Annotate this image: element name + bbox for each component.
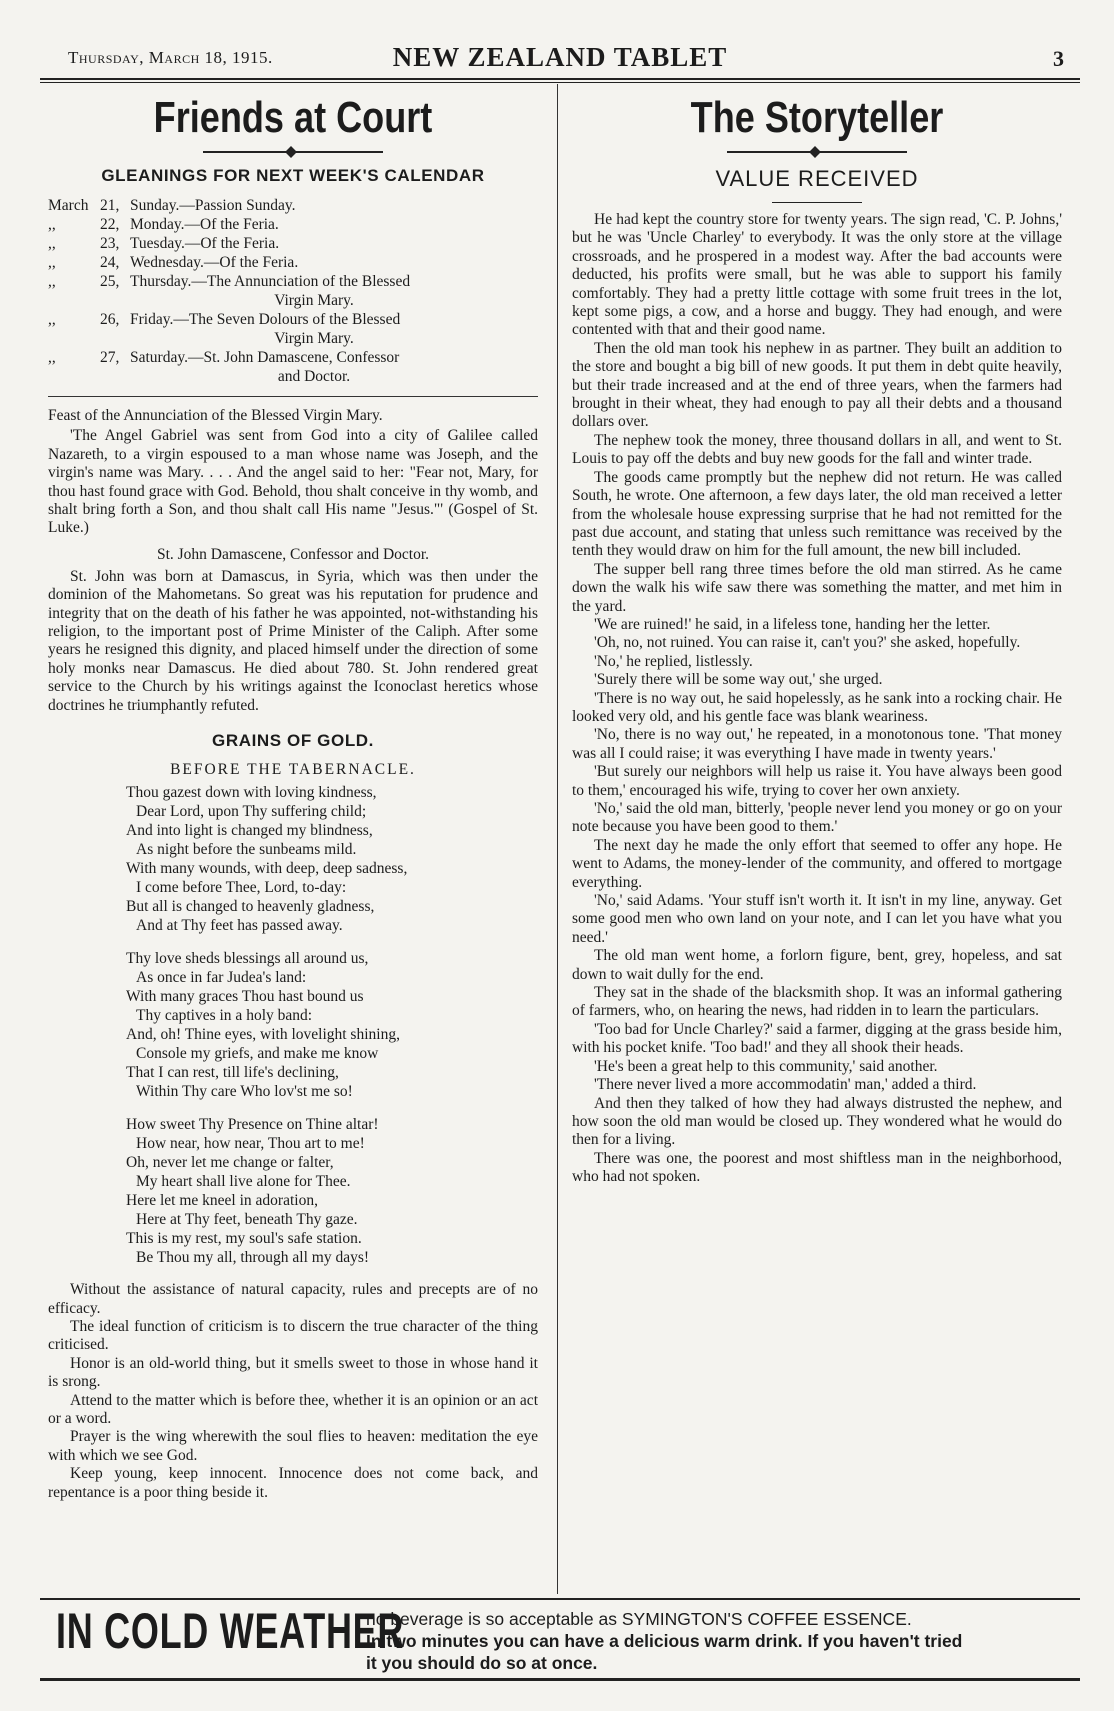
story-paragraph: 'Surely there will be some way out,' she urged.: [594, 671, 883, 689]
story-paragraph: He had kept the country store for twenty years. The sign read, 'C. P. Johns,' but he was 'Uncle Charley' to everybody. It was the only store at the village crossroads, and he prospered in a modest way. After the bad accounts were deducted, his profits were small, but he was able to support his family comfortably. They had a pretty little cottage with some fruit trees in the lot, kept some pigs, a cow, and a horse and buggy. They had enough, and were contented with that and their good name.: [572, 211, 1062, 339]
right-column: [572, 92, 1062, 1187]
story-paragraph: There was one, the poorest and most shiftless man in the neighborhood, who had not spoken.: [572, 1149, 1062, 1186]
calendar-heading: GLEANINGS FOR NEXT WEEK'S CALENDAR: [101, 166, 485, 185]
calendar-entry: ,, 24, Wednesday.—Of the Feria.: [48, 254, 299, 271]
story-paragraph: 'But surely our neighbors will help us raise it. You have always been good to them,' encouraged his wife, trying to cover her own anxiety.: [572, 763, 1062, 799]
story-title: VALUE RECEIVED: [715, 166, 919, 191]
calendar-entry: ,, 27, Saturday.—St. John Damascene, Confessor and Doctor.: [48, 349, 400, 385]
section-title-friends-at-court: Friends at Court: [153, 93, 433, 142]
story-paragraph: 'No,' said Adams. 'Your stuff isn't worth it. It isn't in my line, anyway. Get some good men who own land on your note, and I can let you have what you need.': [572, 892, 1062, 946]
story-paragraph: They sat in the shade of the blacksmith shop. It was an informal gathering of farmers, who, on hearing the news, had ridden in to learn the particulars.: [572, 984, 1062, 1020]
calendar-entry: ,, 25, Thursday.—The Annunciation of the Blessed Virgin Mary.: [48, 273, 411, 309]
ad-line: no beverage is so acceptable as SYMINGTON'S COFFEE ESSENCE.: [366, 1609, 912, 1629]
ad-bottom-rule: [40, 1678, 1080, 1681]
advertisement: [40, 1598, 1080, 1690]
maxim: Attend to the matter which is before thee, whether it is an opinion or an act or a word.: [48, 1391, 538, 1427]
issue-date: Thursday, March 18, 1915.: [68, 48, 273, 67]
title-ornament: [727, 146, 907, 158]
story-paragraph: 'Oh, no, not ruined. You can raise it, can't you?' she asked, hopefully.: [594, 634, 1021, 652]
story-paragraph: The supper bell rang three times before the old man stirred. As he came down the walk his wife saw there was something the matter, and met him in the yard.: [572, 560, 1062, 615]
damascene-text: St. John was born at Damascus, in Syria, which was then under the dominion of the Mahometans. So great was his reputation for prudence and integrity that on the death of his father he was appointed, not-withstanding his religion, to the important post of Prime Minister of the Caliph. After some years he resigned this dignity, and placed himself under the direction of some holy monks near Damascus. He died about 780. St. John rendered great service to the Church by his writings against the Iconoclast heretics whose doctrines he triumphantly refuted.: [48, 567, 538, 714]
ad-line: In two minutes you can have a delicious warm drink. If you haven't tried: [366, 1631, 963, 1651]
story-paragraph: Then the old man took his nephew in as partner. They built an addition to the store and bought a big bill of new goods. It put them in debt quite heavily, but their trade increased and at the end of three years, when the farmers had brought in their wheat, they had enough to pay all their debts and a thousand dollars over.: [572, 339, 1062, 431]
story-paragraph: 'No, there is no way out,' he repeated, in a monotonous tone. 'That money was all I could raise; it was everything I have made in twenty years.': [572, 726, 1062, 762]
poem-stanza: How sweet Thy Presence on Thine altar! How near, how near, Thou art to me! Oh, never let me change or falter, My heart shall live alone for Thee. Here let me kneel in adoration, Here at Thy feet, beneath Thy gaze. This is my rest, my soul's safe station. Be Thou my all, through all my days!: [126, 1116, 379, 1267]
feast-heading: Feast of the Annunciation of the Blessed Virgin Mary.: [48, 407, 383, 424]
story-paragraph: The goods came promptly but the nephew did not return. He was called South, he wrote. One afternoon, a few days later, the old man received a letter from the wholesale house expressing surprise that he had not remitted for the past due account, and stating that unless such remittance was received by the tenth they would draw on him for the full amount, the new bill included.: [572, 468, 1062, 560]
story-paragraph: And then they talked of how they had always distrusted the nephew, and how soon the old man would be closed up. They wondered what he would do then for a living.: [572, 1094, 1062, 1149]
story-paragraph: 'There is no way out, he said hopelessly, as he sank into a rocking chair. He looked very old, and his gentle face was blank weariness.: [572, 689, 1062, 725]
column-divider: [557, 84, 558, 1594]
ad-line: it you should do so at once.: [366, 1653, 598, 1673]
calendar-entry: ,, 26, Friday.—The Seven Dolours of the Blessed Virgin Mary.: [48, 311, 401, 347]
page-header: [40, 34, 1080, 74]
ad-top-rule: [40, 1598, 1080, 1600]
header-rule: [40, 78, 1080, 80]
calendar-entry: ,, 23, Tuesday.—Of the Feria.: [48, 235, 280, 252]
calendar-entry: ,, 22, Monday.—Of the Feria.: [48, 216, 279, 233]
grains-heading: GRAINS OF GOLD.: [212, 731, 374, 751]
story-paragraph: 'There never lived a more accommodatin' man,' added a third.: [594, 1076, 977, 1094]
feast-text: 'The Angel Gabriel was sent from God into a city of Galilee called Nazareth, to a virgin espoused to a man whose name was Joseph, and the virgin's name was Mary. . . . And the angel said to her: "Fear not, Mary, for thou hast found grace with God. Behold, thou shalt conceive in thy womb, and shalt bring forth a Son, and thou shalt call His name "Jesus."' (Gospel of St. Luke.): [48, 427, 538, 537]
section-rule: [48, 396, 538, 397]
story-paragraph: The old man went home, a forlorn figure, bent, grey, hopeless, and sat down to wait dully for the end.: [572, 947, 1062, 983]
title-ornament: [203, 146, 383, 158]
poem-stanza: Thy love sheds blessings all around us, As once in far Judea's land: With many graces Thou hast bound us Thy captives in a holy band: And, oh! Thine eyes, with lovelight shining, Console my griefs, and make me know That I can rest, till life's declining, Within Thy care Who lov'st me so!: [126, 950, 400, 1101]
maxim: Without the assistance of natural capacity, rules and precepts are of no efficacy.: [48, 1281, 538, 1317]
poem-stanza: Thou gazest down with loving kindness, Dear Lord, upon Thy suffering child; And into light is changed my blindness, As night before the sunbeams mild. With many wounds, with deep, deep sadness, I come before Thee, Lord, to-day: But all is changed to heavenly gladness, And at Thy feet has passed away.: [126, 784, 408, 935]
section-title-storyteller: The Storyteller: [690, 93, 944, 142]
maxim: Keep young, keep innocent. Innocence does not come back, and repentance is a poor thing beside it.: [48, 1465, 538, 1501]
calendar-list: [48, 196, 538, 386]
header-rule-thin: [40, 82, 1080, 83]
damascene-heading: St. John Damascene, Confessor and Doctor.: [156, 545, 430, 563]
maxim: Prayer is the wing wherewith the soul flies to heaven: meditation the eye with which we see God.: [48, 1428, 538, 1464]
story-paragraph: The next day he made the only effort that seemed to offer any hope. He went to Adams, the money-lender of the community, and offered to mortgage everything.: [572, 836, 1062, 891]
left-column: [48, 92, 538, 1502]
page-number: 3: [1053, 46, 1064, 71]
ad-copy: [366, 1608, 1066, 1674]
story-paragraph: 'We are ruined!' he said, in a lifeless tone, handing her the letter.: [594, 615, 991, 633]
story-paragraph: 'No,' he replied, listlessly.: [594, 652, 753, 670]
maxim: Honor is an old-world thing, but it smells sweet to those in whose hand it is srong.: [48, 1354, 538, 1391]
maxim: The ideal function of criticism is to discern the true character of the thing criticised.: [48, 1317, 538, 1354]
story-paragraph: 'No,' said the old man, bitterly, 'people never lend you money or go on your note because you have been good to them.': [572, 800, 1062, 836]
story-paragraph: 'Too bad for Uncle Charley?' said a farmer, digging at the grass beside him, with his pocket knife. 'Too bad!' and they all shook their heads.: [572, 1020, 1062, 1057]
calendar-entry: March 21, Sunday.—Passion Sunday.: [48, 197, 296, 214]
story-paragraph: The nephew took the money, three thousand dollars in all, and went to St. Louis to pay off the debts and buy new goods for the fall and winter trade.: [572, 431, 1062, 468]
story-title-rule: [772, 202, 862, 203]
story-paragraph: 'He's been a great help to this community,' said another.: [594, 1057, 938, 1075]
ad-headline: IN COLD WEATHER: [56, 1603, 405, 1659]
publication-title: NEW ZEALAND TABLET: [392, 42, 728, 72]
poem-title: BEFORE THE TABERNACLE.: [170, 761, 416, 779]
